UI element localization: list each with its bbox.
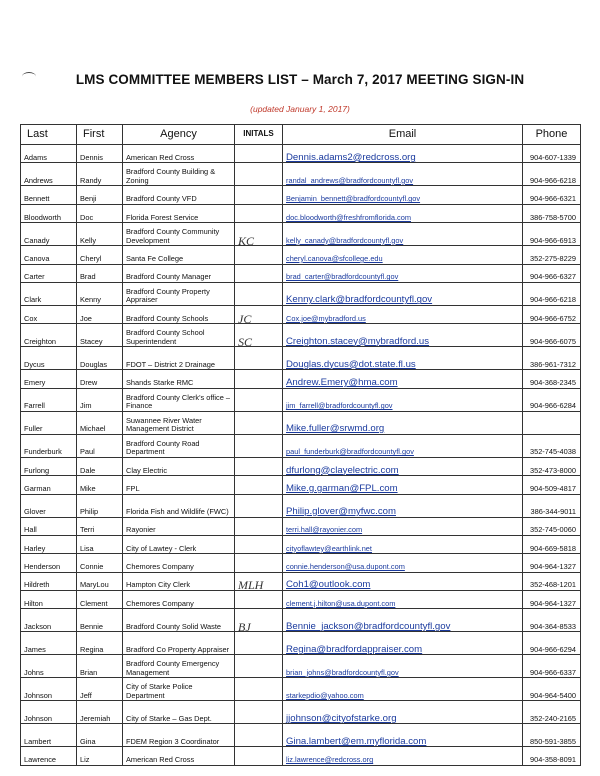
cell-initials (235, 186, 283, 204)
cell-email: Philip.glover@myfwc.com (283, 494, 523, 517)
cell-initials: JC (235, 305, 283, 323)
cell-initials (235, 264, 283, 282)
cell-agency: Bradford County Community Development (123, 223, 235, 246)
cell-phone: 904-966-6337 (523, 655, 581, 678)
column-header-agency: Agency (123, 125, 235, 145)
column-header-first: First (77, 125, 123, 145)
table-row (21, 747, 581, 765)
cell-last: Canady (21, 223, 77, 246)
cell-last: Johns (21, 655, 77, 678)
cell-phone: 352-745-4038 (523, 434, 581, 457)
cell-phone: 904-966-6294 (523, 632, 581, 655)
table-row (21, 246, 581, 264)
cell-initials (235, 724, 283, 747)
cell-agency: Bradford Co Property Appraiser (123, 632, 235, 655)
cell-agency: Bradford County Road Department (123, 434, 235, 457)
cell-phone: 386-758-5700 (523, 204, 581, 222)
cell-last: Bennett (21, 186, 77, 204)
cell-last: Creighton (21, 324, 77, 347)
cell-email: dfurlong@clayelectric.com (283, 457, 523, 475)
cell-first: Jim (77, 388, 123, 411)
cell-phone: 904-669-5818 (523, 535, 581, 553)
cell-email: brian_johns@bradfordcountyfl.gov (283, 655, 523, 678)
table-row (21, 724, 581, 747)
table-row (21, 517, 581, 535)
cell-first: Joe (77, 305, 123, 323)
table-row (21, 609, 581, 632)
cell-phone: 904-966-6321 (523, 186, 581, 204)
table-row (21, 370, 581, 388)
cell-email: Kenny.clark@bradfordcountyfl.gov (283, 282, 523, 305)
cell-phone: 904-509-4817 (523, 476, 581, 494)
cell-initials: MLH (235, 572, 283, 590)
cell-last: Andrews (21, 163, 77, 186)
table-row (21, 678, 581, 701)
cell-email: Mike.fuller@srwmd.org (283, 411, 523, 434)
table-row (21, 655, 581, 678)
cell-last: Lawrence (21, 747, 77, 765)
cell-initials: BJ (235, 609, 283, 632)
cell-first: Bennie (77, 609, 123, 632)
table-row (21, 535, 581, 553)
cell-last: Furlong (21, 457, 77, 475)
cell-email: brad_carter@bradfordcountyfl.gov (283, 264, 523, 282)
table-body (21, 145, 581, 766)
cell-initials (235, 411, 283, 434)
column-header-last: Last (21, 125, 77, 145)
cell-phone: 904-358-8091 (523, 747, 581, 765)
cell-first: Brian (77, 655, 123, 678)
table-row (21, 204, 581, 222)
cell-phone: 386-961-7312 (523, 347, 581, 370)
cell-last: Johnson (21, 678, 77, 701)
cell-agency: Bradford County Schools (123, 305, 235, 323)
table-row (21, 457, 581, 475)
cell-phone: 904-964-1327 (523, 591, 581, 609)
sign-in-table (20, 124, 581, 766)
cell-initials: KC (235, 223, 283, 246)
cell-initials (235, 554, 283, 572)
column-header-phone: Phone (523, 125, 581, 145)
cell-email: Bennie_jackson@bradfordcountyfl.gov (283, 609, 523, 632)
cell-first: Clement (77, 591, 123, 609)
cell-first: Doc (77, 204, 123, 222)
cell-agency: Bradford County Building & Zoning (123, 163, 235, 186)
cell-agency: Florida Fish and Wildlife (FWC) (123, 494, 235, 517)
cell-first: Randy (77, 163, 123, 186)
cell-initials (235, 370, 283, 388)
cell-last: Hilton (21, 591, 77, 609)
cell-phone: 904-964-1327 (523, 554, 581, 572)
cell-phone: 352-745-0060 (523, 517, 581, 535)
cell-agency: Bradford County Emergency Management (123, 655, 235, 678)
cell-last: Clark (21, 282, 77, 305)
cell-last: Henderson (21, 554, 77, 572)
header-row (21, 125, 581, 145)
cell-last: Emery (21, 370, 77, 388)
cell-first: Paul (77, 434, 123, 457)
cell-last: Fuller (21, 411, 77, 434)
cell-initials (235, 282, 283, 305)
cell-initials (235, 163, 283, 186)
table-row (21, 572, 581, 590)
cell-last: Canova (21, 246, 77, 264)
cell-first: Lisa (77, 535, 123, 553)
cell-last: Glover (21, 494, 77, 517)
cell-first: Benji (77, 186, 123, 204)
cell-first: Douglas (77, 347, 123, 370)
cell-initials (235, 655, 283, 678)
cell-last: Farrell (21, 388, 77, 411)
cell-first: Kelly (77, 223, 123, 246)
cell-phone: 904-368-2345 (523, 370, 581, 388)
cell-first: Cheryl (77, 246, 123, 264)
cell-initials (235, 591, 283, 609)
cell-phone: 386-344-9011 (523, 494, 581, 517)
cell-initials (235, 494, 283, 517)
table-row (21, 223, 581, 246)
cell-agency: Bradford County Solid Waste (123, 609, 235, 632)
cell-agency: FDOT – District 2 Drainage (123, 347, 235, 370)
cell-initials (235, 517, 283, 535)
cell-last: Garman (21, 476, 77, 494)
page-title: LMS COMMITTEE MEMBERS LIST – March 7, 2017 MEETING SIGN-IN (75, 72, 525, 87)
cell-phone: 352-240-2165 (523, 701, 581, 724)
table-row (21, 632, 581, 655)
cell-phone: 352-473-8000 (523, 457, 581, 475)
cell-email: clement.j.hilton@usa.dupont.com (283, 591, 523, 609)
cell-initials (235, 388, 283, 411)
cell-phone: 352-275-8229 (523, 246, 581, 264)
cell-last: Harley (21, 535, 77, 553)
cell-first: Terri (77, 517, 123, 535)
cell-agency: Suwannee River Water Management District (123, 411, 235, 434)
cell-agency: Bradford County Clerk's office – Finance (123, 388, 235, 411)
cell-agency: American Red Cross (123, 747, 235, 765)
cell-first: Gina (77, 724, 123, 747)
cell-agency: City of Starke Police Department (123, 678, 235, 701)
cell-initials (235, 204, 283, 222)
cell-agency: Rayonier (123, 517, 235, 535)
cell-email: Douglas.dycus@dot.state.fl.us (283, 347, 523, 370)
cell-email: kelly_canady@bradfordcountyfl.gov (283, 223, 523, 246)
cell-first: Brad (77, 264, 123, 282)
cell-last: Jackson (21, 609, 77, 632)
cell-phone: 904-607-1339 (523, 145, 581, 163)
cell-agency: Shands Starke RMC (123, 370, 235, 388)
table-row (21, 434, 581, 457)
cell-last: Lambert (21, 724, 77, 747)
table-row (21, 411, 581, 434)
cell-last: James (21, 632, 77, 655)
page-subtitle: (updated January 1, 2017) (250, 104, 350, 114)
cell-phone: 904-966-6218 (523, 163, 581, 186)
table-row (21, 388, 581, 411)
cell-last: Hildreth (21, 572, 77, 590)
table-row (21, 145, 581, 163)
cell-agency: Chemores Company (123, 554, 235, 572)
cell-email: terri.hall@rayonier.com (283, 517, 523, 535)
cell-first: Connie (77, 554, 123, 572)
cell-initials (235, 747, 283, 765)
cell-first: Jeff (77, 678, 123, 701)
cell-email: Regina@bradfordappraiser.com (283, 632, 523, 655)
table-row (21, 347, 581, 370)
cell-phone: 904-966-6752 (523, 305, 581, 323)
cell-email: Mike.g.garman@FPL.com (283, 476, 523, 494)
table-row (21, 305, 581, 323)
cell-initials (235, 632, 283, 655)
cell-last: Adams (21, 145, 77, 163)
table-row (21, 324, 581, 347)
cell-email: randal_andrews@bradfordcountyfl.gov (283, 163, 523, 186)
table-row (21, 494, 581, 517)
cell-first: Philip (77, 494, 123, 517)
cell-phone: 904-966-6218 (523, 282, 581, 305)
cell-initials (235, 145, 283, 163)
cell-email: Dennis.adams2@redcross.org (283, 145, 523, 163)
table-row (21, 701, 581, 724)
cell-agency: Florida Forest Service (123, 204, 235, 222)
cell-agency: FDEM Region 3 Coordinator (123, 724, 235, 747)
cell-first: MaryLou (77, 572, 123, 590)
cell-initials (235, 434, 283, 457)
cell-phone: 904-966-6075 (523, 324, 581, 347)
cell-phone: 904-964-5400 (523, 678, 581, 701)
column-header-initials: INITALS (235, 125, 283, 145)
cell-first: Mike (77, 476, 123, 494)
cell-email: Benjamin_bennett@bradfordcountyfl.gov (283, 186, 523, 204)
cell-initials (235, 246, 283, 264)
cell-phone: 904-364-8533 (523, 609, 581, 632)
cell-initials (235, 476, 283, 494)
cell-agency: FPL (123, 476, 235, 494)
cell-last: Funderburk (21, 434, 77, 457)
cell-agency: American Red Cross (123, 145, 235, 163)
cell-initials (235, 457, 283, 475)
cell-phone: 352-468-1201 (523, 572, 581, 590)
cell-email: doc.bloodworth@freshfromflorida.com (283, 204, 523, 222)
cell-first: Drew (77, 370, 123, 388)
cell-agency: Bradford County VFD (123, 186, 235, 204)
cell-agency: Chemores Company (123, 591, 235, 609)
cell-agency: City of Lawtey - Clerk (123, 535, 235, 553)
cell-email: liz.lawrence@redcross.org (283, 747, 523, 765)
table-row (21, 282, 581, 305)
cell-email: cheryl.canova@sfcollege.edu (283, 246, 523, 264)
cell-agency: Hampton City Clerk (123, 572, 235, 590)
cell-email: jjohnson@cityofstarke.org (283, 701, 523, 724)
table-row (21, 163, 581, 186)
cell-last: Hall (21, 517, 77, 535)
cell-initials (235, 701, 283, 724)
cell-last: Dycus (21, 347, 77, 370)
cell-last: Carter (21, 264, 77, 282)
cell-first: Michael (77, 411, 123, 434)
cell-email: jim_farrell@bradfordcountyfl.gov (283, 388, 523, 411)
cell-initials (235, 347, 283, 370)
table-row (21, 476, 581, 494)
table-row (21, 186, 581, 204)
cell-phone (523, 411, 581, 434)
cell-phone: 904-966-6327 (523, 264, 581, 282)
cell-first: Jeremiah (77, 701, 123, 724)
cell-agency: City of Starke – Gas Dept. (123, 701, 235, 724)
cell-email: cityoflawtey@earthlink.net (283, 535, 523, 553)
table-row (21, 264, 581, 282)
cell-first: Dennis (77, 145, 123, 163)
cell-first: Regina (77, 632, 123, 655)
cell-agency: Bradford County Property Appraiser (123, 282, 235, 305)
cell-last: Cox (21, 305, 77, 323)
cell-email: Andrew.Emery@hma.com (283, 370, 523, 388)
cell-initials: SC (235, 324, 283, 347)
cell-last: Johnson (21, 701, 77, 724)
cell-agency: Clay Electric (123, 457, 235, 475)
table-row (21, 591, 581, 609)
cell-email: starkepdio@yahoo.com (283, 678, 523, 701)
cell-email: Creighton.stacey@mybradford.us (283, 324, 523, 347)
cell-phone: 904-966-6913 (523, 223, 581, 246)
cell-phone: 850-591-3855 (523, 724, 581, 747)
cell-first: Kenny (77, 282, 123, 305)
cell-first: Stacey (77, 324, 123, 347)
cell-initials (235, 535, 283, 553)
cell-last: Bloodworth (21, 204, 77, 222)
cell-initials (235, 678, 283, 701)
cell-email: Coh1@outlook.com (283, 572, 523, 590)
cell-email: Gina.lambert@em.myflorida.com (283, 724, 523, 747)
cell-first: Liz (77, 747, 123, 765)
cell-agency: Santa Fe College (123, 246, 235, 264)
column-header-email: Email (283, 125, 523, 145)
cell-agency: Bradford County Manager (123, 264, 235, 282)
cell-email: paul_funderburk@bradfordcountyfl.gov (283, 434, 523, 457)
cell-email: connie.henderson@usa.dupont.com (283, 554, 523, 572)
cell-first: Dale (77, 457, 123, 475)
table-row (21, 554, 581, 572)
cell-email: Cox.joe@mybradford.us (283, 305, 523, 323)
cell-agency: Bradford County School Superintendent (123, 324, 235, 347)
cell-phone: 904-966-6284 (523, 388, 581, 411)
